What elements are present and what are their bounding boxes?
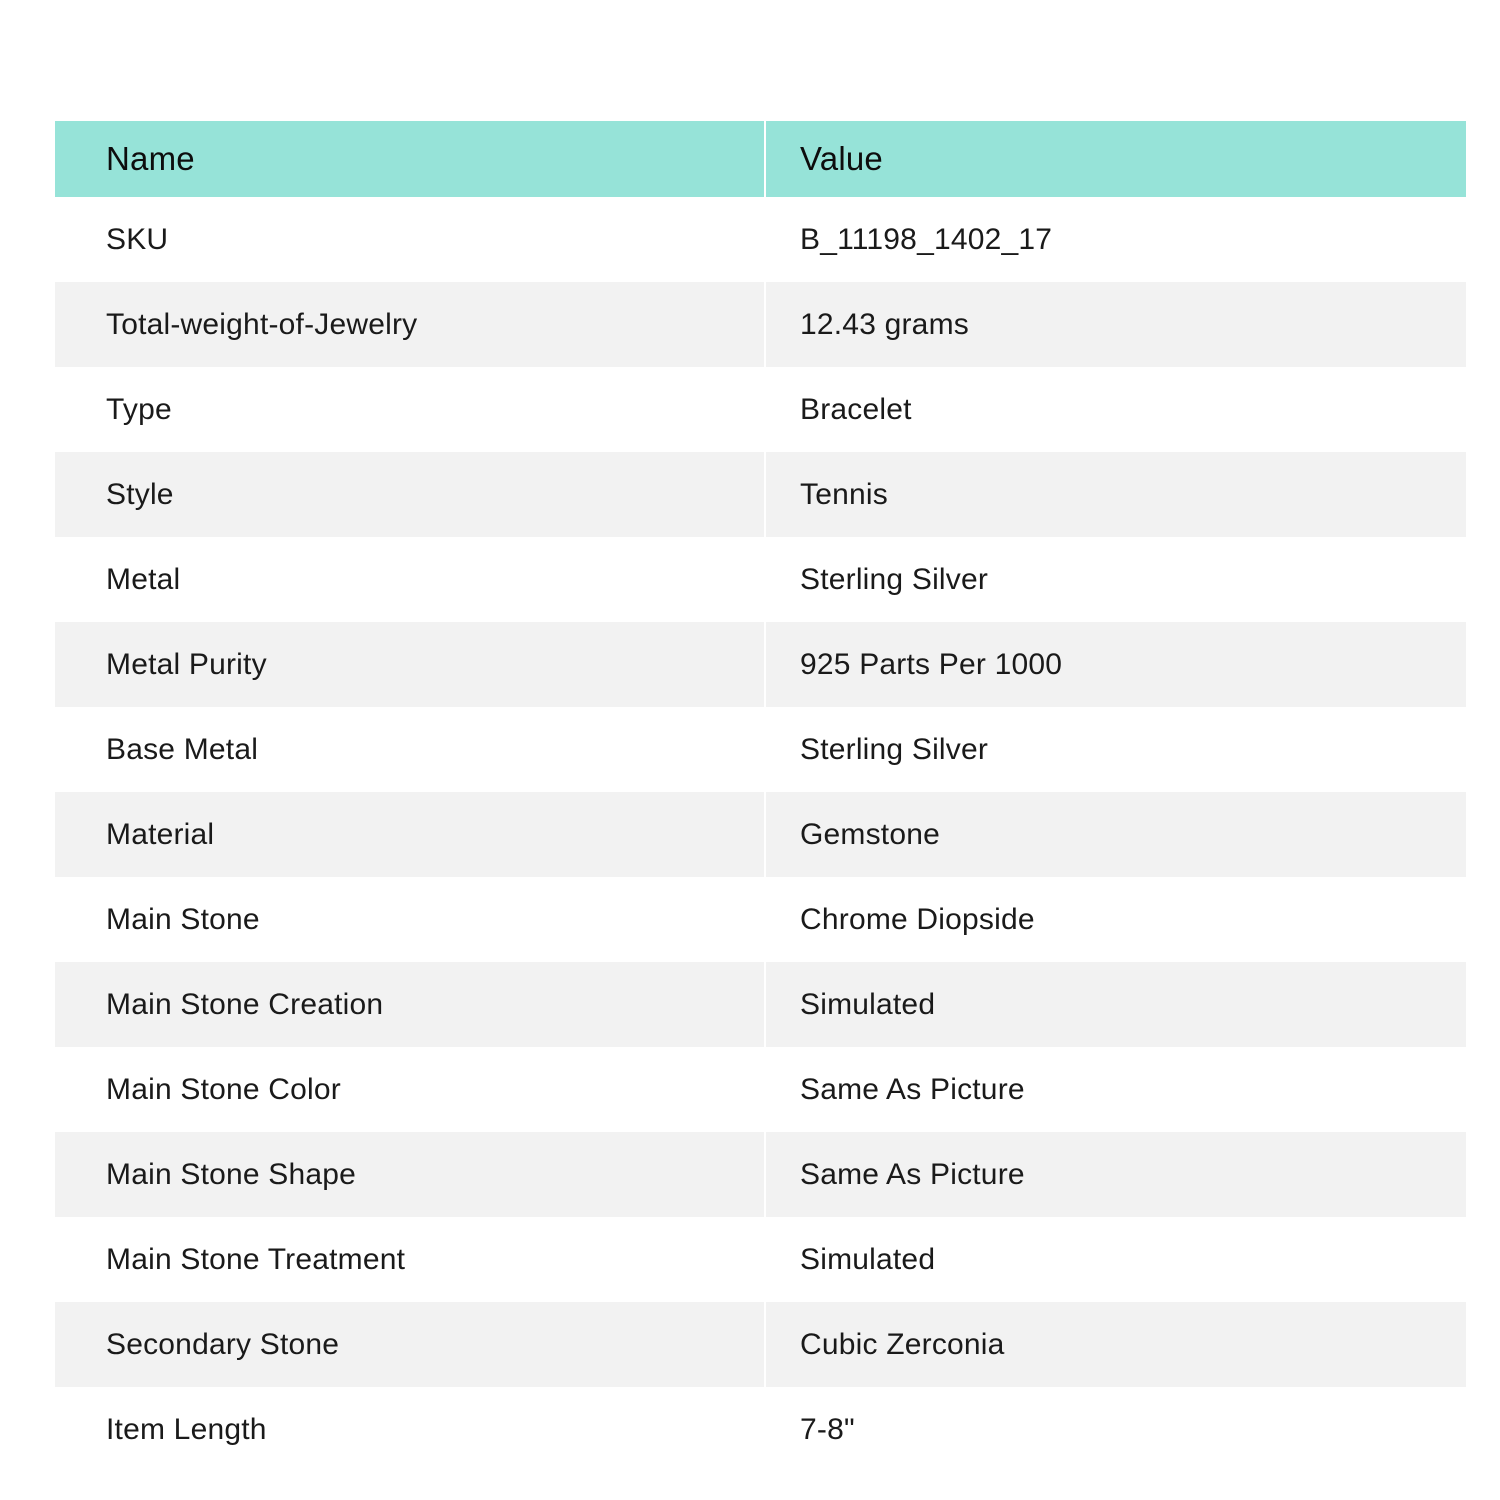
row-value: Tennis xyxy=(766,452,1466,537)
row-value: Simulated xyxy=(766,962,1466,1047)
row-name: Main Stone Creation xyxy=(55,962,766,1047)
table-row xyxy=(55,792,1466,877)
row-name: Style xyxy=(55,452,766,537)
header-name: Name xyxy=(55,121,766,197)
row-name: Type xyxy=(55,367,766,452)
row-name: Main Stone Shape xyxy=(55,1132,766,1217)
row-name: Metal xyxy=(55,537,766,622)
table-row xyxy=(55,1217,1466,1302)
table-row xyxy=(55,1047,1466,1132)
row-value: Sterling Silver xyxy=(766,537,1466,622)
row-name: Material xyxy=(55,792,766,877)
spec-table xyxy=(55,121,1466,1472)
row-name: Base Metal xyxy=(55,707,766,792)
row-value: 7-8" xyxy=(766,1387,1466,1472)
table-row xyxy=(55,452,1466,537)
table-row xyxy=(55,707,1466,792)
table-row xyxy=(55,537,1466,622)
row-value: Simulated xyxy=(766,1217,1466,1302)
table-row xyxy=(55,1132,1466,1217)
row-value: Same As Picture xyxy=(766,1047,1466,1132)
row-value: Cubic Zerconia xyxy=(766,1302,1466,1387)
header-value: Value xyxy=(766,121,1466,197)
table-row xyxy=(55,197,1466,282)
row-value: Bracelet xyxy=(766,367,1466,452)
table-row xyxy=(55,877,1466,962)
table-row xyxy=(55,1387,1466,1472)
table-row xyxy=(55,962,1466,1047)
row-name: Secondary Stone xyxy=(55,1302,766,1387)
row-name: Main Stone xyxy=(55,877,766,962)
row-value: Same As Picture xyxy=(766,1132,1466,1217)
row-name: Item Length xyxy=(55,1387,766,1472)
table-header xyxy=(55,121,1466,197)
table-row xyxy=(55,622,1466,707)
row-value: Sterling Silver xyxy=(766,707,1466,792)
row-value: Chrome Diopside xyxy=(766,877,1466,962)
row-name: Main Stone Treatment xyxy=(55,1217,766,1302)
row-value: B_11198_1402_17 xyxy=(766,197,1466,282)
table-row xyxy=(55,282,1466,367)
row-name: Metal Purity xyxy=(55,622,766,707)
table-row xyxy=(55,1302,1466,1387)
row-name: Main Stone Color xyxy=(55,1047,766,1132)
row-value: 925 Parts Per 1000 xyxy=(766,622,1466,707)
row-value: Gemstone xyxy=(766,792,1466,877)
row-name: SKU xyxy=(55,197,766,282)
row-name: Total-weight-of-Jewelry xyxy=(55,282,766,367)
row-value: 12.43 grams xyxy=(766,282,1466,367)
table-row xyxy=(55,367,1466,452)
